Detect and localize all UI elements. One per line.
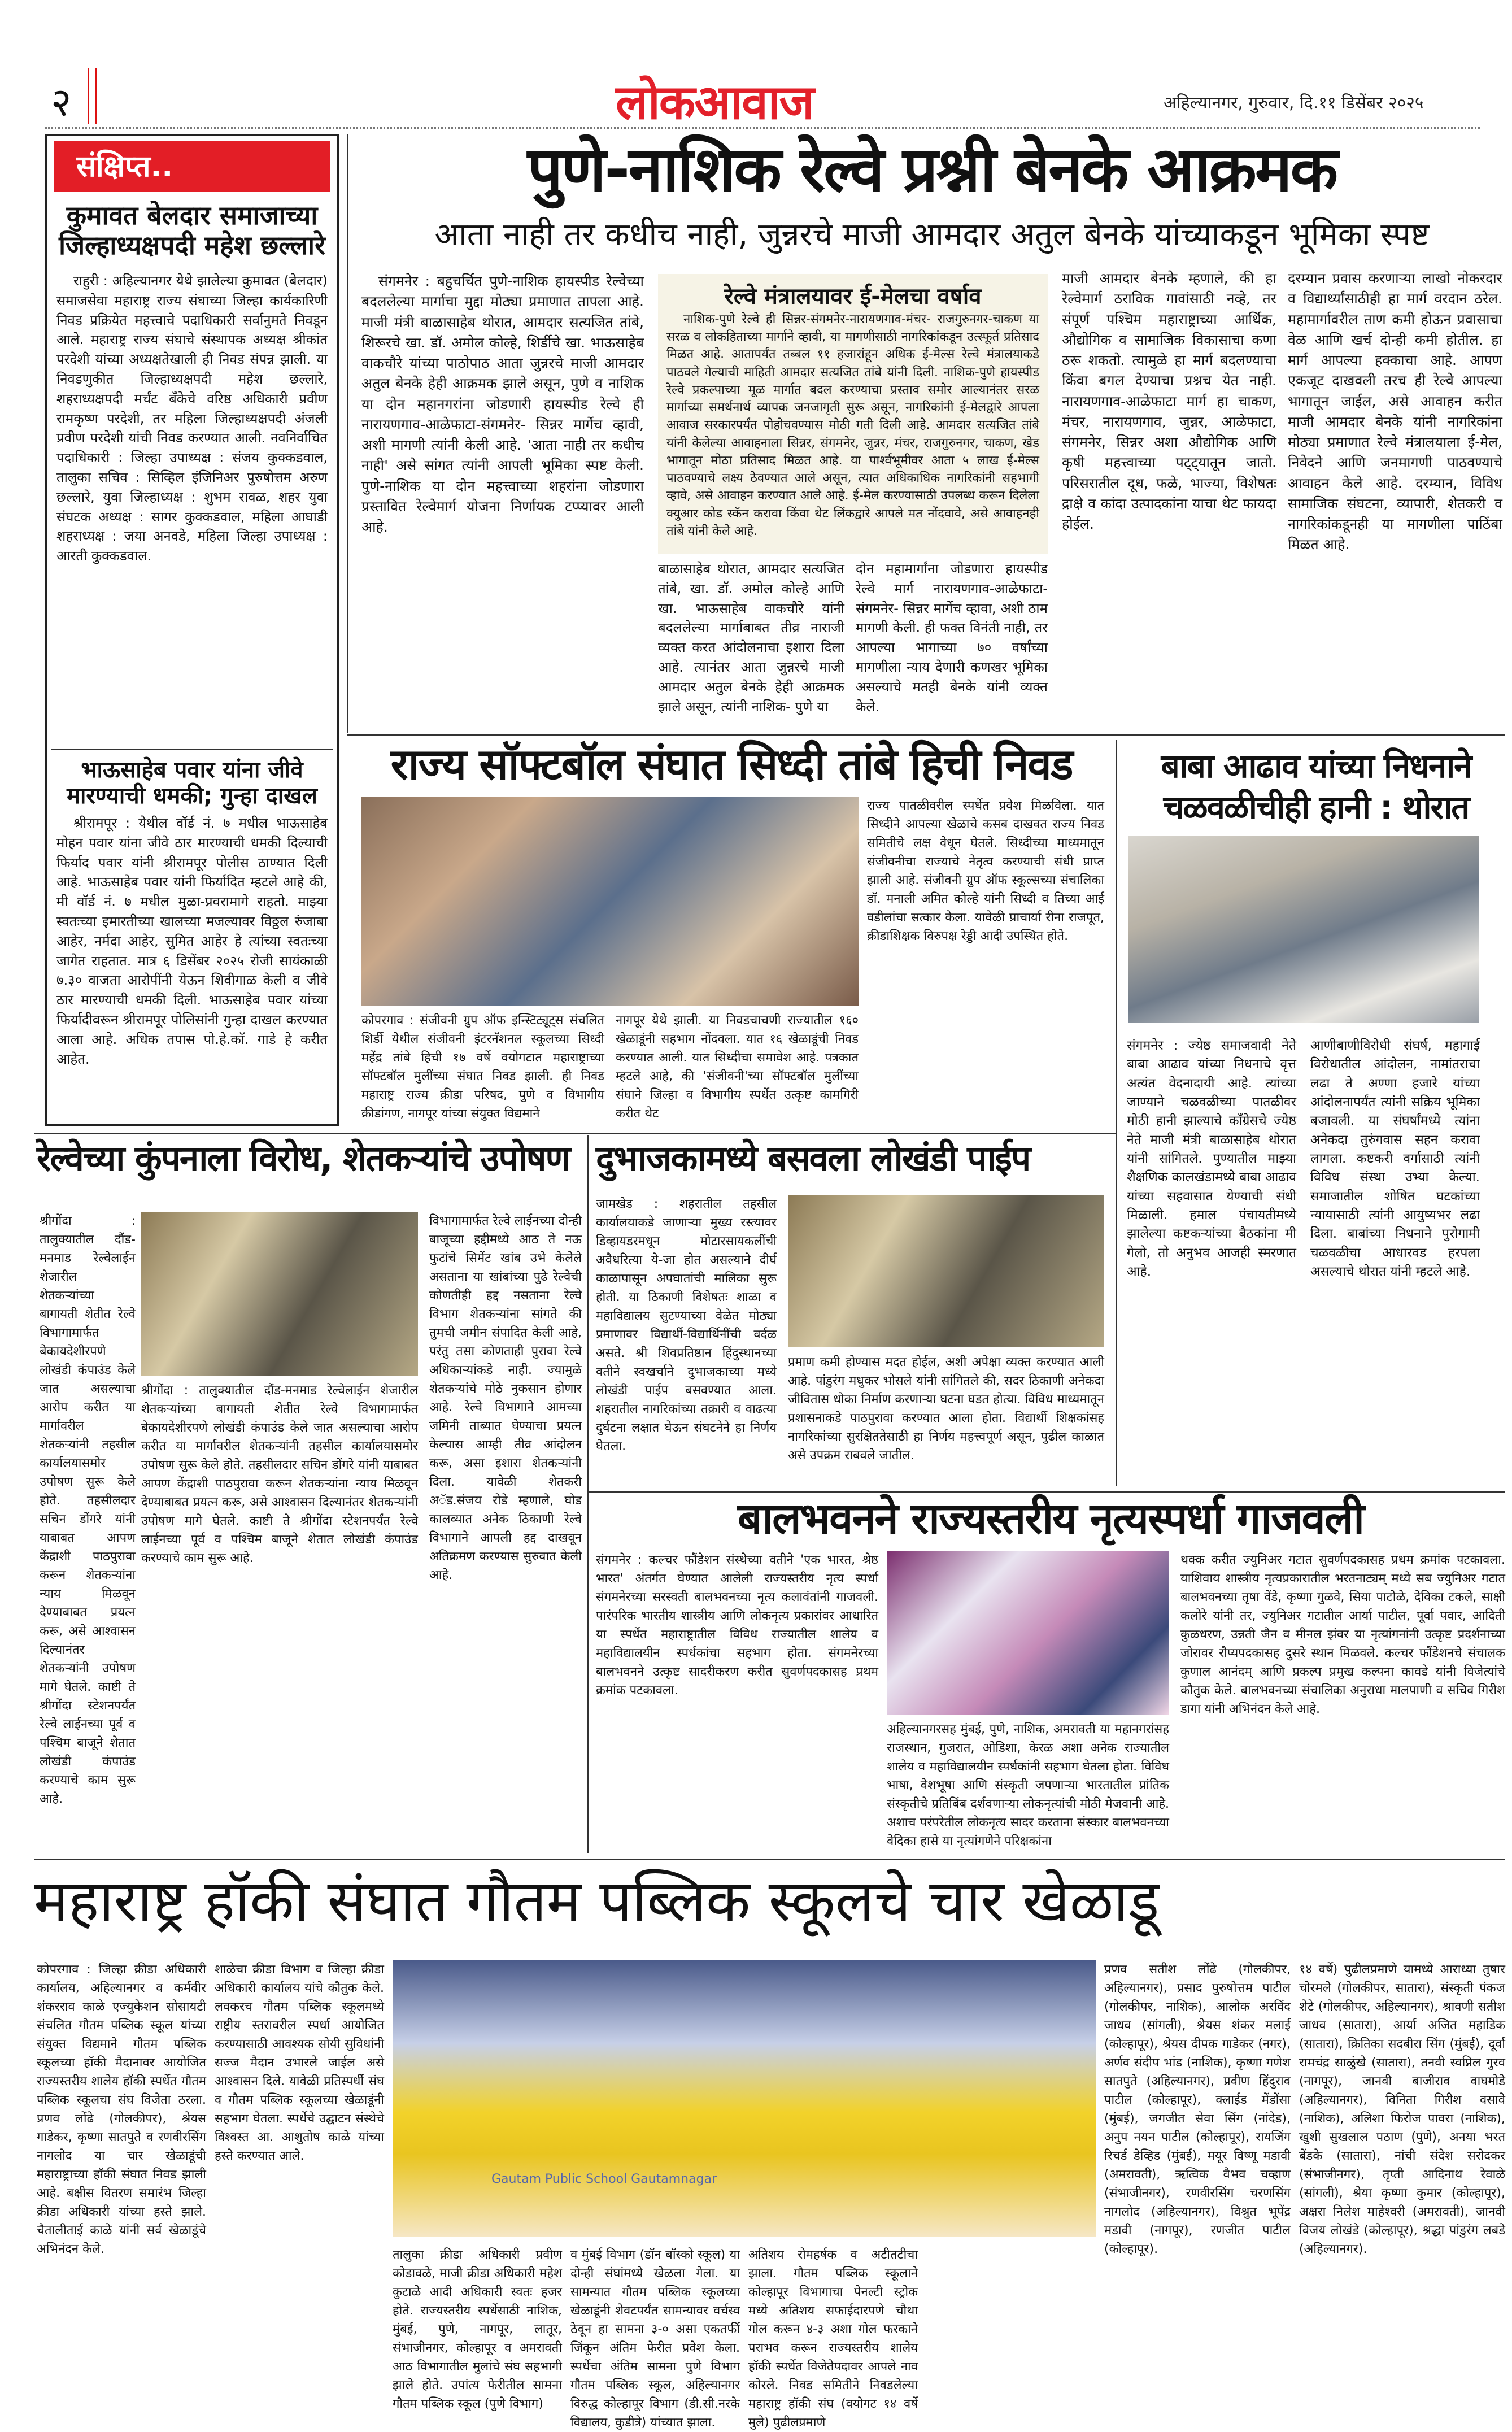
hockey-column-7: १४ वर्षे) पुढीलप्रमाणे यामध्ये आराध्या तुषार चोरमले (गोलकीपर, सातारा), संस्कृती पंकज शेटे (गोलकीपर, अहिल्यानगर), श्रावणी सतीश जाधव (सातारा), आर्या अजित महाडिक (सातारा), क्रितिका सदबीरा सिंग (मुंबई), दूर्वा रामचंद्र साळुंखे (सातारा), तनवी स्वप्निल गुरव (नागपूर), जानवी बाजीराव वाघमोडे (अहिल्यानगर), विनिता गिरीश वसावे (नाशिक), अलिशा फिरोज पावरा (नाशिक), खुशी सुखलाल पठाण (पुणे), अनया भरत बेंडके (सातारा), नांची संदेश सरोदकर (संभाजीनगर), तृप्ती आदिनाथ रेवाळे (सांगली), श्रेया कृष्णा कुमार (कोल्हापूर), अक्षरा निलेश माहेश्वरी (अमरावती), जानवी विजय लोखंडे (कोल्हापूर), श्रद्धा पांडुरंग लबडे (अहिल्यानगर). xyxy=(1299,1963,1505,2256)
pipe-column-1: जामखेड : शहरातील तहसील कार्यालयाकडे जाणाऱ्या मुख्य रस्त्यावर डिव्हायडरमधून मोटारसायकलींची अवैधरित्या ये-जा होत असल्याने दीर्घ काळापासून अपघातांची मालिका सुरू होती. या ठिकाणी विशेषतः शाळा व महाविद्यालय सुटण्याच्या वेळेत मोठ्या प्रमाणावर विद्यार्थी-विद्यार्थिनींची वर्दळ असते. श्री शिवप्रतिष्ठान हिंदुस्थानच्या वतीने स्वखर्चाने दुभाजकाच्या मध्ये लोखंडी पाईप बसवण्यात आला. शहरातील नागरिकांच्या तक्रारी व वाढत्या दुर्घटना लक्षात घेऊन संघटनेने हा निर्णय घेतला. xyxy=(596,1197,777,1454)
lead-subheadline: आता नाही तर कधीच नाही, जुन्नरचे माजी आमदार अतुल बेनके यांच्याकडून भूमिका स्पष्ट xyxy=(434,216,1430,253)
brief-story1-headline: कुमावत बेलदार समाजाच्या जिल्हाध्यक्षपदी महेश छल्लारे xyxy=(59,200,325,260)
balbhavan-headline: बालभवनने राज्यस्तरीय नृत्यस्पर्धा गाजवली xyxy=(738,1493,1363,1543)
email-box-body: नाशिक-पुणे रेल्वे ही सिन्नर-संगमनेर-नारायणगाव-मंचर- राजगुरुनगर-चाकण या सरळ व लोकहिताच्या मार्गाने व्हावी, या मागणीसाठी नागरिकांकडून उत्स्फूर्त प्रतिसाद मिळत आहे. आतापर्यंत तब्बल ११ हजारांहून अधिक ई-मेल्स रेल्वे मंत्रालयाकडे पाठवले गेल्याची माहिती आमदार सत्यजित तांबे यांनी दिली. नाशिक-पुणे हायस्पीड रेल्वे प्रकल्पाच्या मूळ मार्गात बदल करण्याचा प्रस्ताव समोर आल्यानंतर सरळ मार्गाच्या समर्थनार्थ व्यापक जनजागृती सुरू असून, नागरिकांनी ई-मेलद्वारे आपला आवाज सरकारपर्यंत पोहोचवण्यास मोठी गती दिली आहे. आमदार सत्यजित तांबे यांनी केलेल्या आवाहनाला सिन्नर, संगमनेर, जुन्नर, मंचर, राजगुरुनगर, चाकण, खेड भागातून मोठा प्रतिसाद मिळत आहे. या पार्श्वभूमीवर आता ५ लाख ई-मेल्स पाठवण्याचे लक्ष्य ठेवण्यात आले असून, त्यात अधिकाधिक नागरिकांनी सहभागी व्हावे, असे आवाहन करण्यात आले आहे. ई-मेल करण्यासाठी उपलब्ध करून दिलेला क्युआर कोड स्कॅन करावा किंवा थेट लिंकद्वारे आपले मत नोंदवावे, असे आवाहनही तांबे यांनी केले आहे. xyxy=(666,312,1039,538)
hockey-headline: महाराष्ट्र हॉकी संघात गौतम पब्लिक स्कूलचे चार खेळाडू xyxy=(34,1868,1160,1935)
hockey-column-4: व मुंबई विभाग (डॉन बॉस्को स्कूल) या दोन्ही संघांमध्ये खेळला गेला. या सामन्यात गौतम पब्लिक स्कूलच्या खेळाडूंनी शेवटपर्यंत सामन्यावर वर्चस्व ठेवून हा सामना ३-० असा एकतर्फी जिंकून अंतिम फेरीत प्रवेश केला. स्पर्धेचा अंतिम सामना पुणे विभाग गौतम पब्लिक स्कूल, अहिल्यानगर विरुद्ध कोल्हापूर विभाग (डी.सी.नरके विद्यालय, कुडीत्रे) यांच्यात झाला. xyxy=(570,2248,740,2430)
lead-column-4: माजी आमदार बेनके म्हणाले, की हा रेल्वेमार्ग ठराविक गावांसाठी नव्हे, तर संपूर्ण पश्चिम महाराष्ट्राच्या आर्थिक, औद्योगिक व सामाजिक विकासाचा कणा ठरू शकतो. त्यामुळे हा मार्ग बदलण्याचा किंवा बगल देण्याचा प्रश्नच येत नाही. नारायणगाव-आळेफाटा मार्ग हा चाकण, मंचर, नारायणगाव, जुन्नर, आळेफाटा, संगमनेर, सिन्नर अशा औद्योगिक आणि कृषी महत्त्वाच्या पट्ट्यातून जातो. परिसरातील दूध, फळे, भाज्या, विशेषतः द्राक्षे व कांदा उत्पादकांना याचा थेट फायदा होईल. xyxy=(1062,270,1276,532)
section-divider xyxy=(34,1859,1505,1860)
column-rule xyxy=(587,1135,589,1853)
masthead-divider xyxy=(88,68,97,124)
column-rule xyxy=(347,134,348,733)
section-divider xyxy=(347,734,1505,736)
fence-headline: रेल्वेच्या कुंपनाला विरोध, शेतकऱ्यांचे उपोषण xyxy=(37,1138,570,1179)
pipe-photo xyxy=(788,1195,1104,1347)
lead-column-2: बाळासाहेब थोरात, आमदार सत्यजित तांबे, खा. डॉ. अमोल कोल्हे आणि खा. भाऊसाहेब वाकचौरे यांनी बदललेल्या मार्गाबाबत तीव्र नाराजी व्यक्त करत आंदोलनाचा इशारा दिला आहे. त्यानंतर आता जुन्नरचे माजी आमदार अतुल बेनके हेही आक्रमक झाले असून, त्यांनी नाशिक- पुणे या xyxy=(658,561,844,715)
fence-column-1b: श्रीगोंदा : तालुक्यातील दौंड-मनमाड रेल्वेलाईन शेजारील शेतकऱ्यांच्या बागायती शेतीत रेल्वे विभागामार्फत बेकायदेशीरपणे लोखंडी कंपाउंड केले जात असल्याचा आरोप करीत या मार्गावरील शेतकऱ्यांनी तहसील कार्यालयासमोर उपोषण सुरू केले होते. तहसीलदार सचिन डोंगरे यांनी याबाबत आपण केंद्राशी पाठपुरावा करून शेतकऱ्यांना न्याय मिळवून देण्याबाबत प्रयत्न करू, असे आश्वासन दिल्यानंतर शेतकऱ्यांनी उपोषण मागे घेतले. काष्टी ते श्रीगोंदा स्टेशनपर्यंत रेल्वे लाईनच्या पूर्व व पश्चिम बाजूने शेतात लोखंडी कंपाउंड करण्याचे काम सुरू आहे. xyxy=(141,1384,418,1565)
column-rule xyxy=(1116,740,1117,1486)
softball-photo xyxy=(361,797,859,1006)
fence-photo xyxy=(141,1212,418,1376)
lead-column-5: दरम्यान प्रवास करणाऱ्या लाखो नोकरदार व विद्यार्थ्यांसाठीही हा मार्ग वरदान ठरेल. महामार्गावरील ताण कमी होऊन प्रवासाचा वेळ आणि खर्च दोन्ही कमी होतील. हा मार्ग आपल्या हक्काचा आहे. आपण एकजूट दाखवली तरच ही रेल्वे आपल्या भागातून जाईल, असे आवाहन करीत माजी आमदार बेनके यांनी नागरिकांना मोठ्या प्रमाणात रेल्वे मंत्रालयाला ई-मेल, निवेदने आणि जनमागणी पाठवण्याचे आवाहन केले आहे. दरम्यान, विविध सामाजिक संघटना, व्यापारी, शेतकरी व नागरिकांकडूनही या मागणीला पाठिंबा मिळत आहे. xyxy=(1288,270,1502,553)
adhav-column-2: आणीबाणीविरोधी संघर्ष, महागाई विरोधातील आंदोलन, नामांतराचा लढा ते अण्णा हजारे यांच्या आंदोलनापर्यंत त्यांनी सक्रिय भूमिका बजावली. या संघर्षांमध्ये त्यांना अनेकदा तुरुंगवास सहन करावा लागला. कष्टकरी वर्गासाठी त्यांनी विविध संस्था उभ्या केल्या. समाजातील शोषित घटकांच्या न्यायासाठी त्यांनी आयुष्यभर लढा दिला. बाबांच्या निधनाने पुरोगामी चळवळीचा आधारवड हरपला असल्याचे थोरात यांनी म्हटले आहे. xyxy=(1310,1038,1480,1280)
fence-column-1: श्रीगोंदा : तालुक्यातील दौंड-मनमाड रेल्वेलाईन शेजारील शेतकऱ्यांच्या बागायती शेतीत रेल्वे विभागामार्फत बेकायदेशीरपणे लोखंडी कंपाउंड केले जात असल्याचा आरोप करीत या मार्गावरील शेतकऱ्यांनी तहसील कार्यालयासमोर उपोषण सुरू केले होते. तहसीलदार सचिन डोंगरे यांनी याबाबत आपण केंद्राशी पाठपुरावा करून शेतकऱ्यांना न्याय मिळवून देण्याबाबत प्रयत्न करू, असे आश्वासन दिल्यानंतर शेतकऱ्यांनी उपोषण मागे घेतले. काष्टी ते श्रीगोंदा स्टेशनपर्यंत रेल्वे लाईनच्या पूर्व व पश्चिम बाजूने शेतात लोखंडी कंपाउंड करण्याचे काम सुरू आहे. xyxy=(40,1214,136,1806)
softball-column-2: नागपूर येथे झाली. या निवडचाचणी राज्यातील १६० खेळाडूंनी सहभाग नोंदवला. यात १६ खेळाडूंची निवड करण्यात आली. यात सिध्दीचा समावेश आहे. पत्रकात म्हटले आहे, की 'संजीवनी'च्या सॉफ्टबॉल मुलींच्या संघाने जिल्हा व विभागीय स्पर्धेत उत्कृष्ट कामगिरी करीत थेट xyxy=(616,1013,859,1121)
email-box-headline: रेल्वे मंत्रालयावर ई-मेलचा वर्षाव xyxy=(724,284,982,310)
softball-column-1: कोपरगाव : संजीवनी ग्रुप ऑफ इन्स्टिट्यूट्स संचलित शिर्डी येथील संजीवनी इंटरनॅशनल स्कूलच्या सिध्दी महेंद्र तांबे हिची १७ वर्षे वयोगटात महाराष्ट्राच्या सॉफ्टबॉल मुलींच्या संघात निवड झाली. ही निवड महाराष्ट्र राज्य क्रीडा परिषद, पुणे व विभागीय क्रीडांगण, नागपूर यांच्या संयुक्त विद्यमाने xyxy=(361,1013,604,1121)
brief-story2-headline: भाऊसाहेब पवार यांना जीवे मारण्याची धमकी; गुन्हा दाखल xyxy=(67,757,317,809)
page-number: २ xyxy=(51,79,72,125)
lead-column-3: दोन महामार्गांना जोडणारा हायस्पीड रेल्वे मार्ग नारायणगाव-आळेफाटा-संगमनेर- सिन्नर मार्गेच व्हावा, अशी ठाम मागणी केली. ही फक्त विनंती नाही, तर आपल्या भागाच्या ७० वर्षांच्या मागणीला न्याय देणारी कणखर भूमिका असल्याचे मतही बेनके यांनी व्यक्त केले. xyxy=(856,561,1048,715)
balbhavan-column-2: अहिल्यानगरसह मुंबई, पुणे, नाशिक, अमरावती या महानगरांसह राजस्थान, गुजरात, ओडिशा, केरळ अशा अनेक राज्यातील शालेय व महाविद्यालयीन स्पर्धकांनी सहभाग घेतला होता. विविध भाषा, वेशभूषा आणि संस्कृती जपणाऱ्या भारतातील प्रांतिक संस्कृतीचे प्रतिबिंब दर्शवणाऱ्या लोकनृत्यांची मोठी मेजवानी आहे. अशाच परंपरेतील लोकनृत्य सादर करताना संस्कार बालभवनच्या वेदिका हासे या नृत्यांगणेने परिक्षकांना xyxy=(887,1722,1169,1848)
hockey-column-5: अतिशय रोमहर्षक व अटीतटीचा झाला. गौतम पब्लिक स्कूलाने कोल्हापूर विभागाचा पेनल्टी स्ट्रोक मध्ये अतिशय सफाईदारपणे चौथा गोल करून ४-३ अशा गोल फरकाने पराभव करून राज्यस्तरीय शालेय हॉकी स्पर्धेत विजेतेपदावर आपले नाव कोरले. निवड समितीने निवडलेल्या महाराष्ट्र हॉकी संघ (वयोगट १४ वर्षे मुले) पुढीलप्रमाणे xyxy=(748,2248,918,2430)
hockey-column-2: शाळेचा क्रीडा विभाग व जिल्हा क्रीडा अधिकारी कार्यालय यांचे कौतुक केले. लवकरच गौतम पब्लिक स्कूलमध्ये राष्ट्रीय स्तरावरील स्पर्धा आयोजित करण्यासाठी आवश्यक सोयी सुविधांनी सज्ज मैदान उभारले जाईल असे आश्वासन दिले. यावेळी प्रतिस्पर्धी संघ व गौतम पब्लिक स्कूलच्या खेळाडूंनी सहभाग घेतला. स्पर्धेचे उद्घाटन संस्थेचे विश्वस्त आ. आशुतोष काळे यांच्या हस्ते करण्यात आले. xyxy=(215,1963,384,2163)
softball-headline: राज्य सॉफ्टबॉल संघात सिध्दी तांबे हिची निवड xyxy=(390,739,1073,789)
lead-headline: पुणे-नाशिक रेल्वे प्रश्नी बेनके आक्रमक xyxy=(527,133,1337,206)
dateline: अहिल्यानगर, गुरुवार, दि.११ डिसेंबर २०२५ xyxy=(1164,93,1424,113)
adhav-column-1: संगमनेर : ज्येष्ठ समाजवादी नेते बाबा आढाव यांच्या निधनाचे वृत्त अत्यंत वेदनादायी आहे. त्यांच्या जाण्याने चळवळीच्या पातळीवर मोठी हानी झाल्याचे काँग्रेसचे ज्येष्ठ नेते माजी मंत्री बाळासाहेब थोरात यांनी सांगितले. पुण्यातील माझ्या शैक्षणिक कालखंडामध्ये बाबा आढाव यांच्या सहवासात येण्याची संधी मिळाली. हमाल पंचायतीमध्ये झालेल्या कष्टकऱ्यांच्या बैठकांना मी गेलो, तो अनुभव आजही स्मरणात आहे. xyxy=(1127,1038,1296,1280)
adhav-headline: बाबा आढाव यांच्या निधनाने चळवळीचीही हानी : थोरात xyxy=(1161,747,1471,826)
balbhavan-photo xyxy=(887,1551,1169,1715)
hockey-photo-banner: Gautam Public School Gautamnagar xyxy=(491,2172,717,2186)
adhav-photo xyxy=(1128,836,1479,1023)
hockey-column-3: तालुका क्रीडा अधिकारी प्रवीण कोडावळे, माजी क्रीडा अधिकारी महेश कुटाळे आदी अधिकारी स्वतः हजर होते. राज्यस्तरीय स्पर्धेसाठी नाशिक, मुंबई, पुणे, नागपूर, लातूर, संभाजीनगर, कोल्हापूर व अमरावती आठ विभागातील मुलांचे संघ सहभागी झाले होते. उपांत्य फेरीतील सामना गौतम पब्लिक स्कूल (पुणे विभाग) xyxy=(393,2248,562,2411)
pipe-column-2: प्रमाण कमी होण्यास मदत होईल, अशी अपेक्षा व्यक्त करण्यात आली आहे. पांडुरंग मधुकर भोसले यांनी सांगितले की, सदर ठिकाणी अनेकदा जीवितास धोका निर्माण करणाऱ्या घटना घडत होत्या. विविध माध्यमातून प्रशासनाकडे पाठपुरावा करण्यात आला होता. विद्यार्थी शिक्षकांसह नागरिकांच्या सुरक्षिततेसाठी हा निर्णय महत्त्वपूर्ण असून, पुढील काळात असे उपक्रम राबवले जातील. xyxy=(788,1355,1104,1463)
brief-divider xyxy=(51,749,333,750)
section-divider xyxy=(587,1491,1505,1493)
masthead-rule xyxy=(45,127,1480,129)
section-divider xyxy=(34,1133,1116,1134)
newspaper-logo: लोकआवाज xyxy=(616,75,813,130)
hockey-photo xyxy=(393,1960,1096,2237)
fence-column-2: विभागामार्फत रेल्वे लाईनच्या दोन्ही बाजूच्या हद्दीमध्ये आठ ते नऊ फुटांचे सिमेंट खांब उभे केलेले असताना या खांबांच्या पुढे रेल्वेची कोणतीही हद्द नसताना रेल्वे विभाग शेतकऱ्यांना सांगते की तुमची जमीन संपादित केली आहे, परंतु तसा कोणताही पुरावा रेल्वे अधिकाऱ्यांकडे नाही. ज्यामुळे शेतकऱ्यांचे मोठे नुकसान होणार आहे. रेल्वे विभागाने आमच्या जमिनी ताब्यात घेण्याचा प्रयत्न केल्यास आम्ही तीव्र आंदोलन करू, असा इशारा शेतकऱ्यांनी दिला. यावेळी शेतकरी अॅड.संजय रोडे म्हणाले, घोड कालव्यात अनेक ठिकाणी रेल्वे विभागाने आपली हद्द दाखवून अतिक्रमण करण्यास सुरुवात केली आहे. xyxy=(429,1214,582,1582)
lead-column-1: संगमनेर : बहुचर्चित पुणे-नाशिक हायस्पीड रेल्वेच्या बदललेल्या मार्गाचा मुद्दा मोठ्या प्रमाणात तापला आहे. माजी मंत्री बाळासाहेब थोरात, आमदार सत्यजित तांबे, शिरूरचे खा. डॉ. अमोल कोल्हे, शिर्डीचे खा. भाऊसाहेब वाकचौरे यांच्या पाठोपाठ आता जुन्नरचे माजी आमदार अतुल बेनके हेही आक्रमक झाले असून, पुणे व नाशिक या दोन महानगरांना जोडणारी हायस्पीड रेल्वे ही नारायणगाव-आळेफाटा-संगमनेर- सिन्नर मार्गेच व्हावी, अशी मागणी त्यांनी केली आहे. 'आता नाही तर कधीच नाही' असे सांगत त्यांनी आपली भूमिका स्पष्ट केली. पुणे-नाशिक या दोन महत्त्वाच्या शहरांना जोडणारा प्रस्तावित रेल्वेमार्ग योजना निर्णायक टप्प्यावर आली आहे. xyxy=(361,273,644,535)
brief-section-label: संक्षिप्त.. xyxy=(54,141,330,192)
balbhavan-column-1: संगमनेर : कल्चर फौंडेशन संस्थेच्या वतीने 'एक भारत, श्रेष्ठ भारत' अंतर्गत घेण्यात आलेली राज्यस्तरीय नृत्य स्पर्धा संगमनेरच्या सरस्वती बालभवनच्या नृत्य कलावंतांनी गाजवली. पारंपरिक भारतीय शास्त्रीय आणि लोकनृत्य प्रकारांवर आधारित या स्पर्धेत महाराष्ट्रातील विविध राज्यातील शालेय व महाविद्यालयीन स्पर्धकांचा सहभाग होता. संगमनेरच्या बालभवनने उत्कृष्ट सादरीकरण करीत सुवर्णपदकासह प्रथम क्रमांक पटकावला. xyxy=(596,1553,878,1698)
hockey-column-6: प्रणव सतीश लोंढे (गोलकीपर, अहिल्यानगर), प्रसाद पुरुषोत्तम पाटील (गोलकीपर, नाशिक), आलोक अरविंद जाधव (सांगली), श्रेयस शंकर मलाई (कोल्हापूर), श्रेयस दीपक गाडेकर (नगर), अर्णव संदीप भांड (नाशिक), कृष्णा गणेश सातपुते (अहिल्यानगर), प्रवीण हिंदुराव पाटील (कोल्हापूर), क्लाईड मेंडोंसा (मुंबई), जगजीत सेवा सिंग (नांदेड), अनुप नयन पाटील (कोल्हापूर), रायजिंग रिचर्ड डेव्हिड (मुंबई), मयूर विष्णू मडावी (अमरावती), ऋत्विक वैभव चव्हाण (संभाजीनगर), रणवीरसिंग चरणसिंग नागलोद (अहिल्यानगर), विश्रुत भूपेंद्र मडावी (नागपूर), रणजीत पाटील (कोल्हापूर). xyxy=(1104,1963,1291,2256)
balbhavan-column-3: थक्क करीत ज्युनिअर गटात सुवर्णपदकासह प्रथम क्रमांक पटकावला. याशिवाय शास्त्रीय नृत्यप्रकारातील भरतनाट्यम् मध्ये सब ज्युनिअर गटात बालभवनच्या तृषा वेंडे, कृष्णा गुळवे, सिया पाटोळे, देविका टकले, साक्षी कलोरे यांनी तर, ज्युनिअर गटातील आर्या पाटील, पूर्वा पवार, आदिती कुळधरण, उन्नती जैन व मीनल झंवर या नृत्यांगनांनी उत्कृष्ट प्रदर्शनाच्या जोरावर रौप्यपदकासह दुसरे स्थान मिळवले. कल्चर फौंडेशनचे संचालक कुणाल आनंदम् आणि प्रकल्प प्रमुख कल्पना कावडे यांनी विजेत्यांचे कौतुक केले. बालभवनच्या संचालिका अनुराधा मालपाणी व सचिव गिरीश डागा यांनी अभिनंदन केले आहे. xyxy=(1180,1553,1505,1716)
brief-story2-body: श्रीरामपूर : येथील वॉर्ड नं. ७ मधील भाऊसाहेब मोहन पवार यांना जीवे ठार मारण्याची धमकी दिल्याची फिर्याद पवार यांनी श्रीरामपूर पोलीस ठाण्यात दिली आहे. भाऊसाहेब पवार यांनी फिर्यादित म्हटले आहे की, मी वॉर्ड नं. ७ मधील मुळा-प्रवरामागे राहतो. माझ्या स्वतःच्या इमारतीच्या खालच्या मजल्यावर विठ्ठल रुंजाबा आहेर, नर्मदा आहेर, सुमित आहेर हे त्यांच्या स्वतःच्या जागेत राहतात. मात्र ६ डिसेंबर २०२५ रोजी सायंकाळी ७.३० वाजता आरोपींनी येऊन शिवीगाळ केली व जीवे ठार मारण्याची धमकी दिली. भाऊसाहेब पवार यांच्या फिर्यादीवरून श्रीरामपूर पोलिसांनी गुन्हा दाखल करण्यात आला आहे. अधिक तपास पो.हे.कॉ. गाडे हे करीत आहेत. xyxy=(56,815,328,1067)
hockey-column-1: कोपरगाव : जिल्हा क्रीडा अधिकारी कार्यालय, अहिल्यानगर व कर्मवीर शंकरराव काळे एज्युकेशन सोसायटी संचलित गौतम पब्लिक स्कूल यांच्या संयुक्त विद्यमाने गौतम पब्लिक स्कूलच्या हॉकी मैदानावर आयोजित राज्यस्तरीय शालेय हॉकी स्पर्धेत गौतम पब्लिक स्कूलचा संघ विजेता ठरला. प्रणव लोंढे (गोलकीपर), श्रेयस गाडेकर, कृष्णा सातपुते व रणवीरसिंग नागलोद या चार खेळाडूंची महाराष्ट्राच्या हॉकी संघात निवड झाली आहे. बक्षीस वितरण समारंभ जिल्हा क्रीडा अधिकारी यांच्या हस्ते झाले. चैतालीताई काळे यांनी सर्व खेळाडूंचे अभिनंदन केले. xyxy=(37,1963,206,2256)
brief-story1-body: राहुरी : अहिल्यानगर येथे झालेल्या कुमावत (बेलदार) समाजसेवा महाराष्ट्र राज्य संघाच्या जिल्हा कार्यकारिणी निवड प्रक्रियेत महत्त्वाचे पदाधिकारी सर्वानुमते निवडून आले. महाराष्ट्र राज्य संघाचे संस्थापक अध्यक्ष श्रीकांत परदेशी यांच्या अध्यक्षतेखाली ही निवड संपन्न झाली. या निवडणुकीत जिल्हाध्यक्षपदी महेश छल्लारे, शहराध्यक्षपदी मर्चंट बँकेचे वरिष्ठ अधिकारी प्रवीण रामकृष्ण परदेशी, तर महिला जिल्हाध्यक्षपदी अंजली प्रवीण परदेशी यांची निवड करण्यात आली. नवनिर्वाचित पदाधिकारी : जिल्हा उपाध्यक्ष : संजय कुक्कडवाल, तालुका सचिव : सिव्हिल इंजिनिअर पुरुषोत्तम अरुण छल्लारे, युवा जिल्हाध्यक्ष : शुभम रावळ, शहर युवा संघटक अध्यक्ष : सागर कुक्कडवाल, महिला आघाडी शहराध्यक्ष : जया अनवडे, महिला जिल्हा उपाध्यक्ष : आरती कुक्कडवाल. xyxy=(56,273,328,564)
pipe-headline: दुभाजकामध्ये बसवला लोखंडी पाईप xyxy=(596,1138,1030,1179)
softball-column-3: राज्य पातळीवरील स्पर्धेत प्रवेश मिळविला. यात सिध्दीने आपल्या खेळाचे कसब दाखवत राज्य निवड समितीचे लक्ष वेधून घेतले. सिध्दीच्या माध्यमातून संजीवनीचा राज्याचे नेतृत्व करण्याची संधी प्राप्त झाली आहे. संजीवनी ग्रुप ऑफ स्कूल्सच्या संचालिका डॉ. मनाली अमित कोल्हे यांनी सिध्दी व तिच्या आई वडीलांचा सत्कार केला. यावेळी प्राचार्या रीना राजपूत, क्रीडाशिक्षक विरुपक्ष रेड्डी आदी उपस्थित होते. xyxy=(867,799,1104,943)
